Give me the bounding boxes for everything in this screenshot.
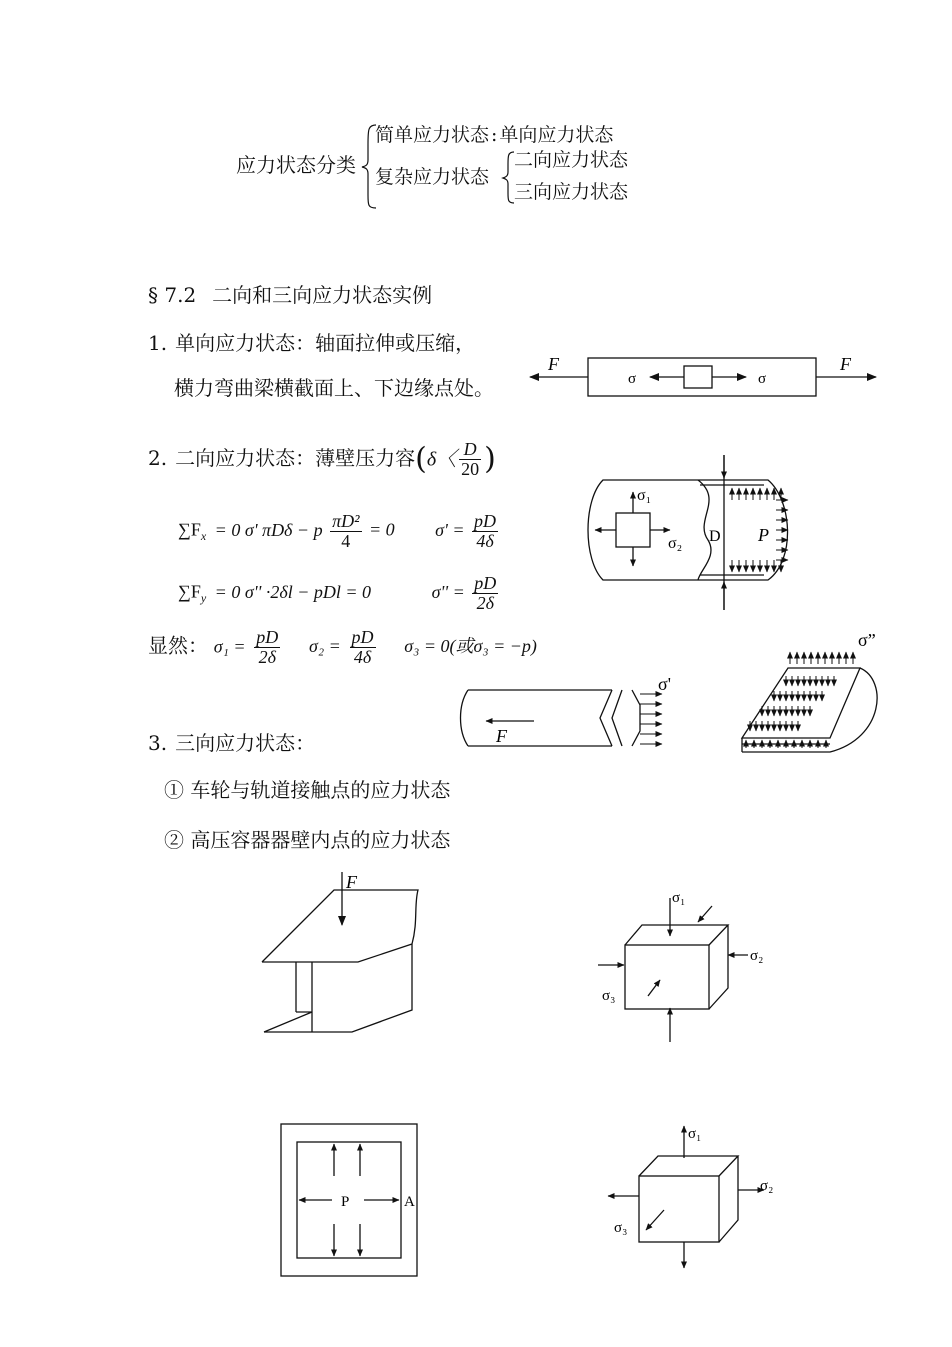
frame-pressure-label: P <box>341 1194 350 1210</box>
sigma-prime-label: σ' <box>658 674 671 694</box>
eq1-fraction-1: $\frac{\text{πD²}}{4}$ <box>332 511 360 551</box>
cube1-sigma2-label: σ₂ <box>750 948 764 964</box>
item1-line1: 1. 单向应力状态：轴面拉伸或压缩， <box>148 331 476 355</box>
sigma-label-left: σ <box>628 371 637 387</box>
hoop-stress-arrows <box>640 694 662 744</box>
eq1-fraction-2: $\frac{pD}{4\delta}$ <box>474 511 497 551</box>
diameter-label: D <box>709 528 721 545</box>
force-label-right: F <box>840 354 851 374</box>
frame-point-label: A <box>404 1194 415 1210</box>
item3-line: 3. 三向应力状态： <box>148 731 316 755</box>
sigma-double-prime-label: σ” <box>858 630 876 650</box>
eq2-fraction: $\frac{pD}{2\delta}$ <box>474 573 497 613</box>
cube1-sigma1-label: σ₁ <box>672 890 686 906</box>
longitudinal-section-diagram <box>742 668 877 752</box>
item2-line: 2. 二向应力状态：薄壁压力容(δ〈 $\frac{D}{20}$ ) <box>148 439 496 479</box>
item1-line2: 横力弯曲梁横截面上、下边缘点处。 <box>174 376 494 400</box>
equation-principal: 显然： σ₁ = $\frac{pD}{2\delta}$ σ₂ = $\frac{pD}{4\delta}$ σ₃ = 0(或σ₃ = −p) <box>148 627 537 667</box>
i-beam-diagram <box>262 872 418 1032</box>
sigma1-label: σ₁ <box>637 487 652 504</box>
item2-cond-fraction: $\frac{D}{20}$ <box>461 439 480 479</box>
cube1-sigma3-label: σ₃ <box>602 988 616 1004</box>
vessel-pressure-arrows <box>732 488 788 572</box>
sigma-label-right: σ <box>758 371 767 387</box>
sigma2-label: σ₂ <box>668 535 683 552</box>
eq3-fraction-2: $\frac{pD}{4\delta}$ <box>351 627 374 667</box>
pressure-frame-diagram <box>281 1124 417 1276</box>
stress-cube-2 <box>608 1126 764 1268</box>
cube2-sigma2-label: σ₂ <box>760 1178 774 1194</box>
class-complex-child-2: 三向应力状态 <box>514 181 629 203</box>
force-label-left: F <box>548 354 559 374</box>
pressure-label-italic: P <box>758 525 769 545</box>
half-cylinder-force-label: F <box>496 726 507 746</box>
item3-sub2: ② 高压容器器壁内点的应力状态 <box>164 828 451 852</box>
longitudinal-stress-arrows <box>746 652 853 748</box>
stress-cube-1 <box>598 898 748 1042</box>
class-complex: 复杂应力状态 <box>375 166 490 188</box>
half-cylinder-diagram <box>461 690 641 746</box>
class-simple: 简单应力状态 : 单向应力状态 <box>375 124 614 146</box>
eq3-fraction-1: $\frac{pD}{2\delta}$ <box>256 627 279 667</box>
class-complex-child-1: 二向应力状态 <box>514 149 629 171</box>
i-beam-force-label: F <box>346 872 357 892</box>
cube2-sigma1-label: σ₁ <box>688 1126 702 1142</box>
equation-sum-fy: $\sum F_y = 0$ σ'' ·2δl − pDl = 0 σ'' = $\frac{pD}{2\delta}$ <box>178 573 497 613</box>
section-heading: § 7.2 二向和三向应力状态实例 <box>148 283 433 307</box>
pressure-vessel-diagram <box>588 455 788 610</box>
item3-sub1: ① 车轮与轨道接触点的应力状态 <box>164 778 451 802</box>
cube2-sigma3-label: σ₃ <box>614 1220 628 1236</box>
class-root: 应力状态分类 <box>236 153 356 177</box>
equation-sum-fx: $\sum F_x = 0$ σ' πDδ − p $\frac{\text{πD²}}{4}$ = 0 σ' = $\frac{pD}{4\delta}$ <box>178 511 497 551</box>
uniaxial-bar-diagram <box>530 358 876 396</box>
